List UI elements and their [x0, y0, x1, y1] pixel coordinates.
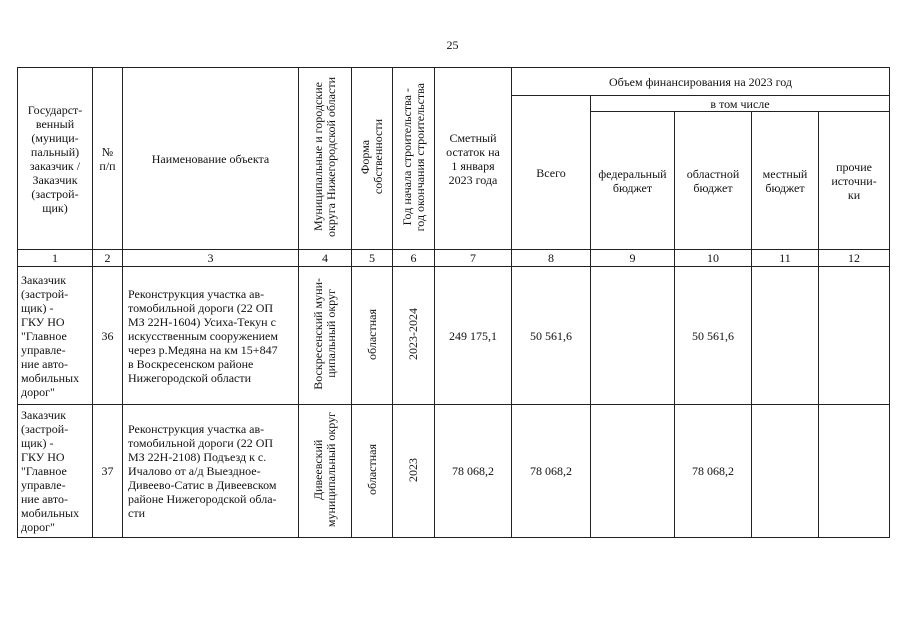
header-funding: Объем финансирования на 2023 год: [512, 68, 890, 96]
cell-ownership: областная: [352, 405, 393, 538]
header-including: в том числе: [591, 96, 890, 112]
header-num: № п/п: [93, 68, 123, 250]
cell-years: 2023: [393, 405, 435, 538]
cell-total: 78 068,2: [512, 405, 591, 538]
cell-num: 37: [93, 405, 123, 538]
header-federal: федеральный бюджет: [591, 112, 675, 250]
column-number: 12: [819, 250, 890, 267]
cell-estimate: 78 068,2: [435, 405, 512, 538]
column-number: 10: [675, 250, 752, 267]
cell-object: Реконструкция участка ав- томобильной дороги (22 ОП МЗ 22Н-1604) Усиха-Текун с искусственным сооружением через р.Медяна на км 15+847 в Воскресенском районе Нижегородской области: [123, 267, 299, 405]
column-number: 11: [752, 250, 819, 267]
column-number: 8: [512, 250, 591, 267]
cell-municipality: Воскресенский муни- ципальный округ: [299, 267, 352, 405]
table-row: [18, 405, 890, 538]
column-number: 2: [93, 250, 123, 267]
header-municipality: Муниципальные и городские округа Нижегородской области: [299, 68, 352, 250]
column-number-row: [18, 250, 890, 267]
cell-estimate: 249 175,1: [435, 267, 512, 405]
column-number: 4: [299, 250, 352, 267]
cell-local: [752, 405, 819, 538]
cell-local: [752, 267, 819, 405]
header-local: местный бюджет: [752, 112, 819, 250]
cell-other: [819, 405, 890, 538]
cell-federal: [591, 267, 675, 405]
cell-other: [819, 267, 890, 405]
table-row: [18, 267, 890, 405]
column-number: 6: [393, 250, 435, 267]
cell-num: 36: [93, 267, 123, 405]
header-object: Наименование объекта: [123, 68, 299, 250]
cell-ownership: областная: [352, 267, 393, 405]
column-number: 1: [18, 250, 93, 267]
cell-years: 2023-2024: [393, 267, 435, 405]
header-regional: областной бюджет: [675, 112, 752, 250]
header-estimate: Сметный остаток на 1 января 2023 года: [435, 68, 512, 250]
financing-table: [17, 67, 890, 538]
page-number: 25: [446, 38, 459, 52]
cell-regional: 50 561,6: [675, 267, 752, 405]
header-other: прочие источни- ки: [819, 112, 890, 250]
header-total: Всего: [512, 96, 591, 250]
column-number: 3: [123, 250, 299, 267]
header-ownership: Форма собственности: [352, 68, 393, 250]
cell-object: Реконструкция участка ав- томобильной дороги (22 ОП МЗ 22Н-2108) Подъезд к с. Ичалово от а/д Выездное- Дивеево-Сатис в Дивеевском районе Нижегородской обла- сти: [123, 405, 299, 538]
cell-customer: Заказчик (застрой- щик) - ГКУ НО "Главное управле- ние авто- мобильных дорог": [18, 405, 93, 538]
header-customer: Государст- венный (муници- пальный) заказчик / Заказчик (застрой- щик): [18, 68, 93, 250]
column-number: 5: [352, 250, 393, 267]
cell-customer: Заказчик (застрой- щик) - ГКУ НО "Главное управле- ние авто- мобильных дорог": [18, 267, 93, 405]
cell-regional: 78 068,2: [675, 405, 752, 538]
cell-federal: [591, 405, 675, 538]
header-years: Год начала строительства - год окончания строительства: [393, 68, 435, 250]
column-number: 9: [591, 250, 675, 267]
cell-total: 50 561,6: [512, 267, 591, 405]
column-number: 7: [435, 250, 512, 267]
cell-municipality: Дивеевский муниципальный округ: [299, 405, 352, 538]
